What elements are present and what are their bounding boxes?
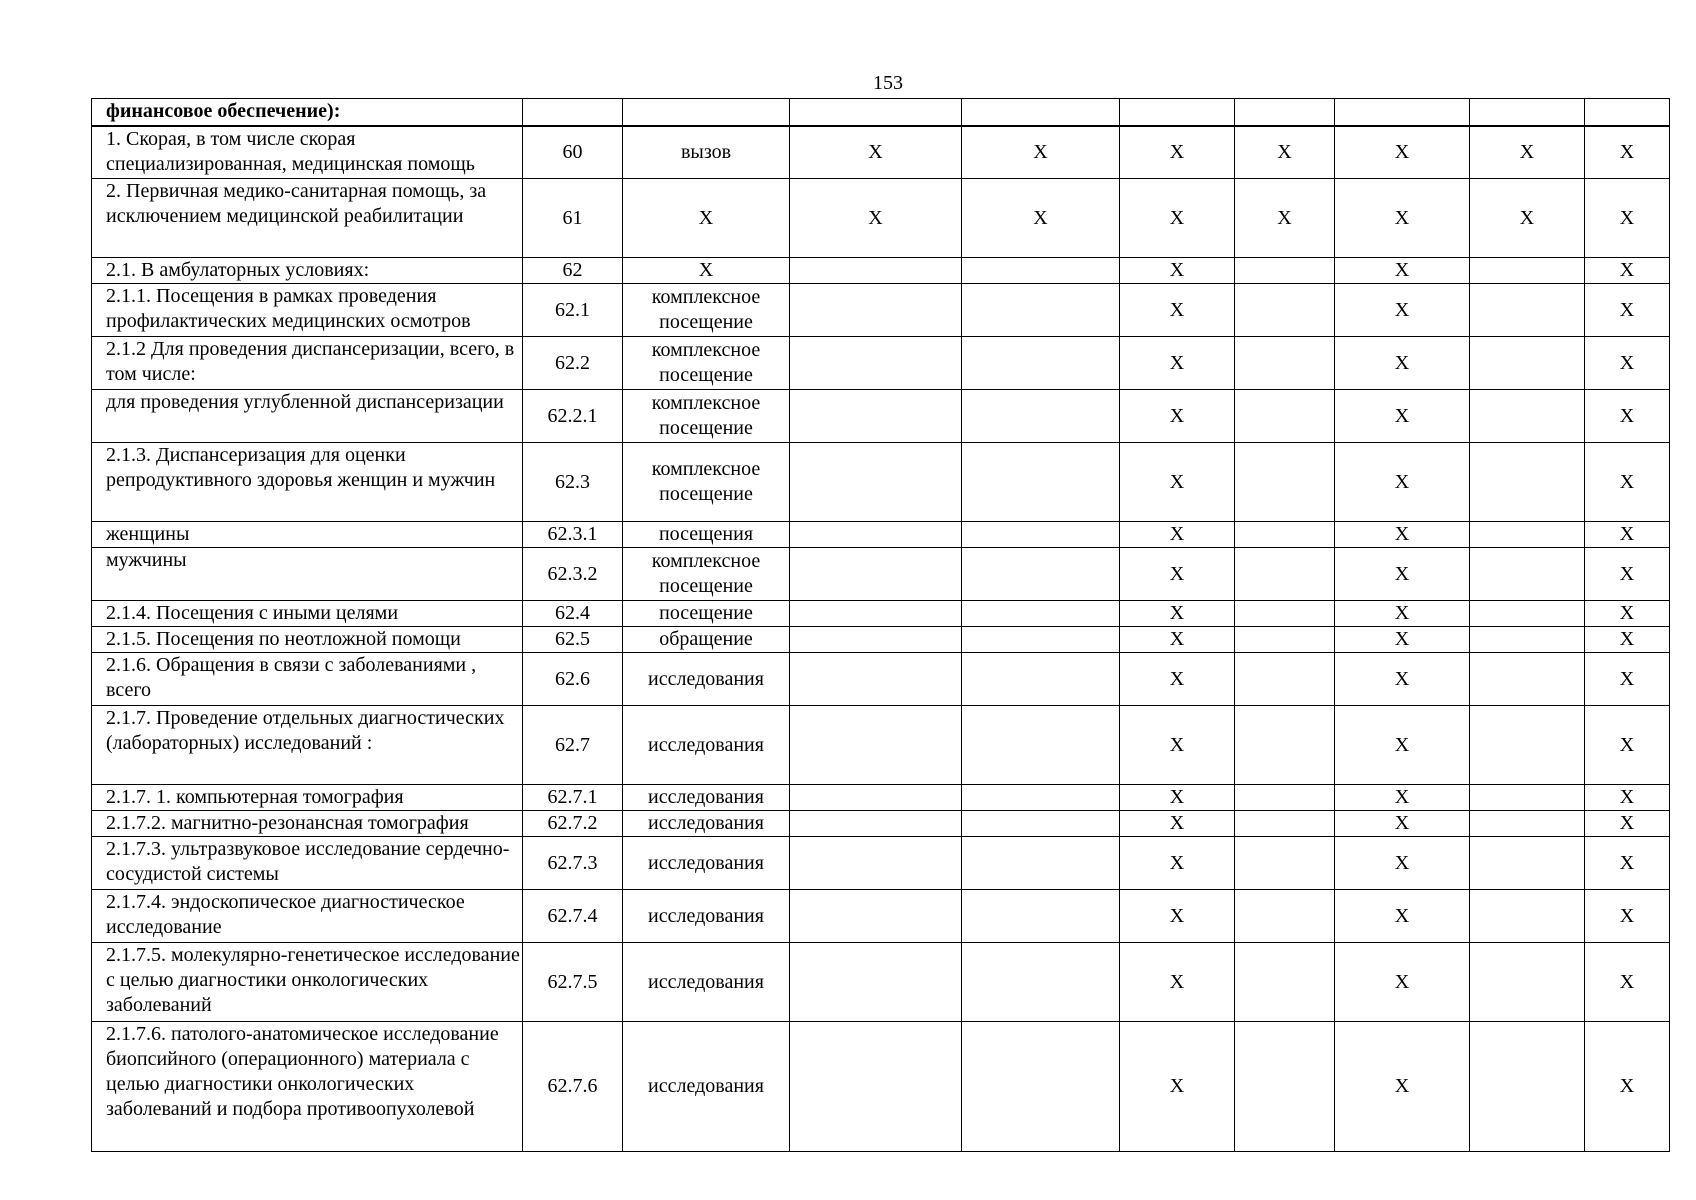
row-code: 62.7.1: [523, 785, 623, 811]
row-col-9: [1470, 522, 1585, 548]
row-col-5: Х: [962, 179, 1120, 258]
table-row: [92, 179, 1670, 258]
row-col-4: [790, 653, 962, 706]
row-col-6: Х: [1120, 653, 1235, 706]
row-col-4: [790, 1022, 962, 1152]
row-unit: исследования: [623, 890, 790, 943]
row-col-7: [1235, 706, 1335, 785]
row-code: 62.2.1: [523, 390, 623, 443]
page-number: 153: [873, 72, 903, 94]
row-col-8: Х: [1335, 390, 1470, 443]
table-row: [92, 390, 1670, 443]
row-col-7: [1235, 811, 1335, 837]
row-col-4: [790, 601, 962, 627]
row-col-4: [790, 548, 962, 601]
row-col-4: [790, 337, 962, 390]
row-col-8: Х: [1335, 811, 1470, 837]
row-col-9: [1470, 785, 1585, 811]
row-col-4: [790, 785, 962, 811]
row-col-8: Х: [1335, 1022, 1470, 1152]
row-col-9: [1470, 1022, 1585, 1152]
row-col-8: Х: [1335, 627, 1470, 653]
table-row: [92, 601, 1670, 627]
header-cell: [523, 99, 623, 126]
table-row: [92, 653, 1670, 706]
row-code: 62.4: [523, 601, 623, 627]
row-col-9: [1470, 811, 1585, 837]
row-col-9: [1470, 943, 1585, 1022]
row-name: мужчины: [92, 548, 523, 601]
row-col-5: [962, 284, 1120, 337]
row-col-8: Х: [1335, 548, 1470, 601]
row-col-10: Х: [1585, 653, 1670, 706]
row-col-7: [1235, 548, 1335, 601]
row-col-4: [790, 258, 962, 284]
row-col-10: Х: [1585, 837, 1670, 890]
row-code: 62: [523, 258, 623, 284]
row-col-6: Х: [1120, 337, 1235, 390]
row-col-6: Х: [1120, 1022, 1235, 1152]
row-name: 2.1.7. Проведение отдельных диагностических (лабораторных) исследований :: [92, 706, 523, 785]
row-code: 60: [523, 126, 623, 179]
table-row: [92, 1022, 1670, 1152]
row-name: 1. Скорая, в том числе скорая специализированная, медицинская помощь: [92, 126, 523, 179]
row-col-6: Х: [1120, 443, 1235, 522]
row-col-9: [1470, 337, 1585, 390]
row-col-10: Х: [1585, 126, 1670, 179]
table-body: [92, 99, 1670, 1152]
row-col-10: Х: [1585, 179, 1670, 258]
row-col-8: Х: [1335, 943, 1470, 1022]
table-row: [92, 443, 1670, 522]
row-col-6: Х: [1120, 284, 1235, 337]
row-col-5: [962, 390, 1120, 443]
row-unit: исследования: [623, 837, 790, 890]
row-col-4: [790, 627, 962, 653]
row-col-5: [962, 1022, 1120, 1152]
row-col-10: Х: [1585, 706, 1670, 785]
row-col-7: [1235, 337, 1335, 390]
row-unit: комплексное посещение: [623, 337, 790, 390]
row-col-7: [1235, 522, 1335, 548]
row-col-6: Х: [1120, 522, 1235, 548]
row-name: 2.1.4. Посещения с иными целями: [92, 601, 523, 627]
row-col-9: [1470, 837, 1585, 890]
row-unit: исследования: [623, 653, 790, 706]
row-col-9: [1470, 258, 1585, 284]
table-row: [92, 548, 1670, 601]
row-col-10: Х: [1585, 258, 1670, 284]
row-col-10: Х: [1585, 943, 1670, 1022]
row-col-8: Х: [1335, 337, 1470, 390]
row-col-5: [962, 443, 1120, 522]
row-col-8: Х: [1335, 522, 1470, 548]
table-row: [92, 943, 1670, 1022]
row-code: 62.5: [523, 627, 623, 653]
header-cell: [1235, 99, 1335, 126]
row-col-10: Х: [1585, 443, 1670, 522]
row-col-6: Х: [1120, 837, 1235, 890]
row-col-9: [1470, 390, 1585, 443]
row-col-5: [962, 522, 1120, 548]
table-header-row: [92, 99, 1670, 126]
row-col-4: [790, 890, 962, 943]
row-unit: посещение: [623, 601, 790, 627]
table-row: [92, 627, 1670, 653]
row-name: 2.1.1. Посещения в рамках проведения профилактических медицинских осмотров: [92, 284, 523, 337]
row-col-6: Х: [1120, 943, 1235, 1022]
row-unit: комплексное посещение: [623, 548, 790, 601]
row-unit: исследования: [623, 706, 790, 785]
row-col-4: Х: [790, 179, 962, 258]
row-col-7: Х: [1235, 179, 1335, 258]
row-col-4: Х: [790, 126, 962, 179]
row-col-9: Х: [1470, 126, 1585, 179]
row-name: 2.1.2 Для проведения диспансеризации, всего, в том числе:: [92, 337, 523, 390]
header-cell: [790, 99, 962, 126]
row-col-4: [790, 706, 962, 785]
row-col-7: [1235, 284, 1335, 337]
row-unit: исследования: [623, 811, 790, 837]
table-row: [92, 837, 1670, 890]
row-col-4: [790, 522, 962, 548]
row-col-8: Х: [1335, 284, 1470, 337]
row-name: 2.1.7.6. патолого-анатомическое исследование биопсийного (операционного) материала с целью диагностики онкологических заболеваний и подбора противоопухолевой: [92, 1022, 523, 1152]
row-name: 2. Первичная медико-санитарная помощь, за исключением медицинской реабилитации: [92, 179, 523, 258]
row-unit: посещения: [623, 522, 790, 548]
row-col-7: [1235, 390, 1335, 443]
row-col-4: [790, 837, 962, 890]
row-col-6: Х: [1120, 785, 1235, 811]
row-code: 62.7.5: [523, 943, 623, 1022]
row-col-9: [1470, 443, 1585, 522]
row-unit: комплексное посещение: [623, 390, 790, 443]
row-col-10: Х: [1585, 601, 1670, 627]
row-col-8: Х: [1335, 785, 1470, 811]
row-unit: комплексное посещение: [623, 284, 790, 337]
table-row: [92, 126, 1670, 179]
row-unit: исследования: [623, 943, 790, 1022]
row-unit: комплексное посещение: [623, 443, 790, 522]
row-code: 62.7: [523, 706, 623, 785]
header-cell: [962, 99, 1120, 126]
financing-table: [91, 98, 1670, 1152]
row-code: 62.7.3: [523, 837, 623, 890]
row-unit: Х: [623, 179, 790, 258]
row-col-6: Х: [1120, 548, 1235, 601]
row-col-8: Х: [1335, 653, 1470, 706]
row-col-5: [962, 548, 1120, 601]
row-col-7: [1235, 1022, 1335, 1152]
row-unit: Х: [623, 258, 790, 284]
row-col-8: Х: [1335, 890, 1470, 943]
row-col-5: [962, 706, 1120, 785]
row-col-7: [1235, 443, 1335, 522]
row-col-9: Х: [1470, 179, 1585, 258]
row-code: 62.1: [523, 284, 623, 337]
row-col-4: [790, 284, 962, 337]
row-col-8: Х: [1335, 601, 1470, 627]
row-col-7: [1235, 837, 1335, 890]
row-code: 62.2: [523, 337, 623, 390]
row-col-7: [1235, 627, 1335, 653]
table-row: [92, 706, 1670, 785]
row-col-5: [962, 811, 1120, 837]
table-row: [92, 811, 1670, 837]
row-col-9: [1470, 284, 1585, 337]
row-col-7: [1235, 943, 1335, 1022]
row-col-6: Х: [1120, 706, 1235, 785]
row-col-10: Х: [1585, 811, 1670, 837]
row-unit: обращение: [623, 627, 790, 653]
row-name: 2.1.7.5. молекулярно-генетическое исследование с целью диагностики онкологических заболеваний: [92, 943, 523, 1022]
row-col-9: [1470, 627, 1585, 653]
row-col-4: [790, 443, 962, 522]
table-row: [92, 284, 1670, 337]
row-col-6: Х: [1120, 627, 1235, 653]
row-col-7: [1235, 258, 1335, 284]
row-col-10: Х: [1585, 390, 1670, 443]
row-name: 2.1.5. Посещения по неотложной помощи: [92, 627, 523, 653]
row-col-4: [790, 811, 962, 837]
header-cell: [1335, 99, 1470, 126]
row-name: 2.1.7.3. ультразвуковое исследование сердечно-сосудистой системы: [92, 837, 523, 890]
row-col-7: [1235, 601, 1335, 627]
row-col-9: [1470, 601, 1585, 627]
row-code: 62.7.2: [523, 811, 623, 837]
row-col-6: Х: [1120, 179, 1235, 258]
row-col-6: Х: [1120, 890, 1235, 943]
row-col-5: [962, 653, 1120, 706]
table-row: [92, 785, 1670, 811]
row-col-7: Х: [1235, 126, 1335, 179]
row-col-6: Х: [1120, 811, 1235, 837]
row-col-9: [1470, 706, 1585, 785]
row-name: для проведения углубленной диспансеризации: [92, 390, 523, 443]
row-col-8: Х: [1335, 443, 1470, 522]
row-code: 62.7.6: [523, 1022, 623, 1152]
row-col-5: [962, 785, 1120, 811]
row-code: 62.7.4: [523, 890, 623, 943]
header-cell: [1585, 99, 1670, 126]
row-name: 2.1.7. 1. компьютерная томография: [92, 785, 523, 811]
row-col-5: [962, 890, 1120, 943]
row-col-8: Х: [1335, 837, 1470, 890]
row-col-5: Х: [962, 126, 1120, 179]
row-col-9: [1470, 548, 1585, 601]
row-code: 62.3.2: [523, 548, 623, 601]
table-row: [92, 522, 1670, 548]
row-col-5: [962, 837, 1120, 890]
row-name: 2.1. В амбулаторных условиях:: [92, 258, 523, 284]
row-col-6: Х: [1120, 601, 1235, 627]
row-name: 2.1.7.4. эндоскопическое диагностическое исследование: [92, 890, 523, 943]
row-col-9: [1470, 653, 1585, 706]
row-col-6: Х: [1120, 390, 1235, 443]
row-col-10: Х: [1585, 337, 1670, 390]
row-col-7: [1235, 785, 1335, 811]
row-col-5: [962, 258, 1120, 284]
row-col-8: Х: [1335, 258, 1470, 284]
row-unit: исследования: [623, 1022, 790, 1152]
row-col-5: [962, 627, 1120, 653]
row-col-10: Х: [1585, 627, 1670, 653]
row-col-4: [790, 943, 962, 1022]
row-col-6: Х: [1120, 126, 1235, 179]
row-col-8: Х: [1335, 179, 1470, 258]
row-name: 2.1.7.2. магнитно-резонансная томография: [92, 811, 523, 837]
row-name: 2.1.3. Диспансеризация для оценки репродуктивного здоровья женщин и мужчин: [92, 443, 523, 522]
row-col-9: [1470, 890, 1585, 943]
row-col-10: Х: [1585, 890, 1670, 943]
row-col-8: Х: [1335, 706, 1470, 785]
row-col-8: Х: [1335, 126, 1470, 179]
header-cell: [1120, 99, 1235, 126]
table-row: [92, 258, 1670, 284]
table-row: [92, 337, 1670, 390]
row-unit: вызов: [623, 126, 790, 179]
row-col-5: [962, 943, 1120, 1022]
row-unit: исследования: [623, 785, 790, 811]
header-cell: [1470, 99, 1585, 126]
table-row: [92, 890, 1670, 943]
header-label: финансовое обеспечение):: [92, 99, 523, 126]
row-col-10: Х: [1585, 1022, 1670, 1152]
row-col-4: [790, 390, 962, 443]
row-code: 61: [523, 179, 623, 258]
row-col-7: [1235, 653, 1335, 706]
row-name: женщины: [92, 522, 523, 548]
row-name: 2.1.6. Обращения в связи с заболеваниями , всего: [92, 653, 523, 706]
row-col-6: Х: [1120, 258, 1235, 284]
row-code: 62.3.1: [523, 522, 623, 548]
row-col-10: Х: [1585, 785, 1670, 811]
row-col-5: [962, 337, 1120, 390]
header-cell: [623, 99, 790, 126]
row-col-10: Х: [1585, 284, 1670, 337]
row-code: 62.6: [523, 653, 623, 706]
row-col-10: Х: [1585, 522, 1670, 548]
row-code: 62.3: [523, 443, 623, 522]
row-col-10: Х: [1585, 548, 1670, 601]
row-col-7: [1235, 890, 1335, 943]
row-col-5: [962, 601, 1120, 627]
